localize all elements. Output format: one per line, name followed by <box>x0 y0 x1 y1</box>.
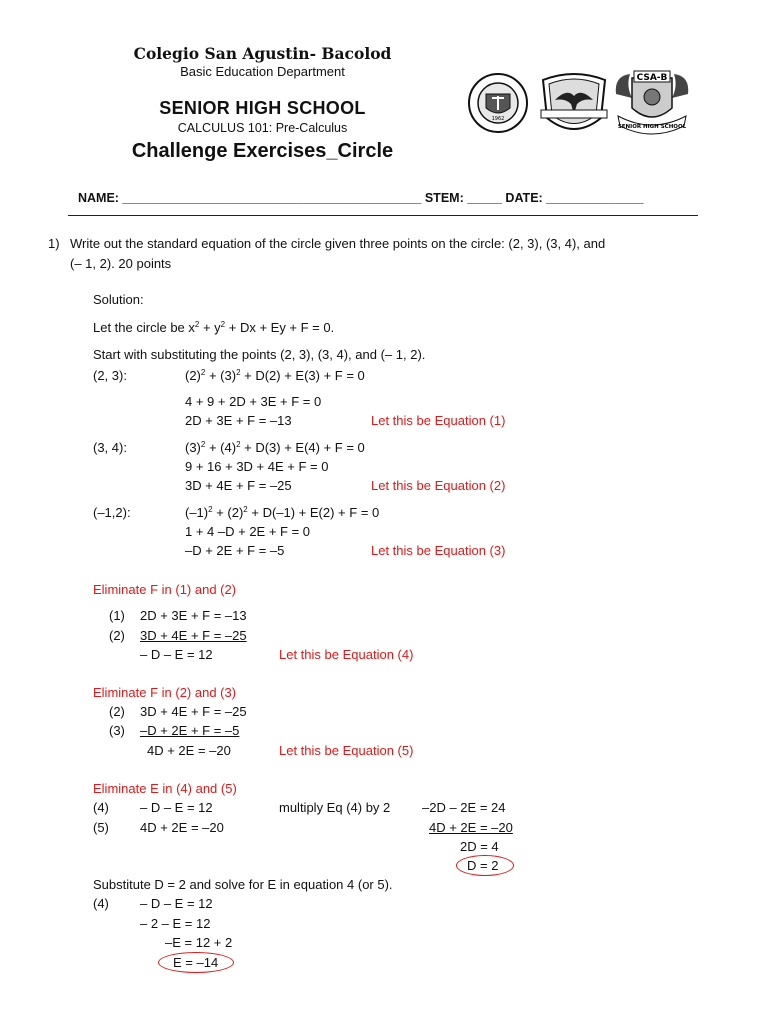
answer-e: E = –14 <box>173 955 219 970</box>
department-name: Basic Education Department <box>180 64 345 79</box>
equation-2-note: Let this be Equation (2) <box>371 478 506 493</box>
equation-4: – D – E = 12 <box>140 647 213 662</box>
college-seal-logo <box>462 72 534 134</box>
solution-label: Solution: <box>93 292 144 307</box>
course-name: CALCULUS 101: Pre-Calculus <box>177 121 348 135</box>
equation-5: 4D + 2E = –20 <box>147 743 231 758</box>
point-2-expanded: 9 + 16 + 3D + 4E + F = 0 <box>185 459 329 474</box>
elim-e45-line-2: 4D + 2E = –20 <box>140 820 224 835</box>
problem-text-line-2: (– 1, 2). 20 points <box>70 256 172 271</box>
elim-f23-line-1: 3D + 4E + F = –25 <box>140 704 247 719</box>
point-1-substitution: $(2)^2 + (3)^2 + D(2) + E(3) + F = 0$ <box>185 368 365 383</box>
elim-f12-line-2-number: (2) <box>109 628 125 643</box>
subst-step-2: – 2 – E = 12 <box>140 916 211 931</box>
point-3-label: (–1,2): <box>93 505 131 520</box>
elim-e45-line-2-number: (5) <box>93 820 109 835</box>
substitute-instruction: Substitute D = 2 and solve for E in equation 4 (or 5). <box>93 877 393 892</box>
elim-e45-line-1-number: (4) <box>93 800 109 815</box>
csab-shs-logo <box>612 68 692 140</box>
svg-text:SENIOR HIGH SCHOOL: SENIOR HIGH SCHOOL <box>617 124 687 130</box>
equation-3: –D + 2E + F = –5 <box>185 543 285 558</box>
school-name: Colegio San Agustin- Bacolod <box>133 44 392 63</box>
point-2-substitution: $(3)^2 + (4)^2 + D(3) + E(4) + F = 0$ <box>185 440 365 455</box>
elim-f12-line-1: 2D + 3E + F = –13 <box>140 608 247 623</box>
point-1-expanded: 4 + 9 + 2D + 3E + F = 0 <box>185 394 322 409</box>
point-3-substitution: $(-1)^2 + (2)^2 + D(-1) + E(2) + F = 0$ <box>185 505 380 520</box>
equation-1-note: Let this be Equation (1) <box>371 413 506 428</box>
elim-e45-line-1: – D – E = 12 <box>140 800 213 815</box>
sum-result: 2D = 4 <box>460 839 499 854</box>
elim-f23-line-2: –D + 2E + F = –5 <box>140 723 240 738</box>
subst-step-1: – D – E = 12 <box>140 896 213 911</box>
equation-4-note: Let this be Equation (4) <box>279 647 414 662</box>
equation-5-note: Let this be Equation (5) <box>279 743 414 758</box>
circle-general-form: Let the circle be $x^2 + y^2 + Dx + Ey + F = 0$. <box>93 320 335 335</box>
multiply-instruction: multiply Eq (4) by 2 <box>279 800 391 815</box>
svg-text:CSA-B: CSA-B <box>636 73 668 83</box>
elim-f12-line-1-number: (1) <box>109 608 125 623</box>
equation-1: 2D + 3E + F = –13 <box>185 413 292 428</box>
equation-2: 3D + 4E + F = –25 <box>185 478 292 493</box>
eliminate-e-45-heading: Eliminate E in (4) and (5) <box>93 781 237 796</box>
elim-f12-line-2: 3D + 4E + F = –25 <box>140 628 247 643</box>
subst-equation-number: (4) <box>93 896 109 911</box>
school-level: SENIOR HIGH SCHOOL <box>159 98 366 118</box>
substitution-intro: Start with substituting the points (2, 3), (3, 4), and (– 1, 2). <box>93 347 426 362</box>
eliminate-f-12-heading: Eliminate F in (1) and (2) <box>93 582 237 597</box>
point-2-label: (3, 4): <box>93 440 127 455</box>
eliminate-f-23-heading: Eliminate F in (2) and (3) <box>93 685 237 700</box>
point-3-expanded: 1 + 4 –D + 2E + F = 0 <box>185 524 311 539</box>
elim-f23-line-2-number: (3) <box>109 723 125 738</box>
problem-number: 1) <box>48 236 60 251</box>
point-1-label: (2, 3): <box>93 368 127 383</box>
multiplied-equation: –2D – 2E = 24 <box>422 800 506 815</box>
subst-step-3: –E = 12 + 2 <box>165 935 233 950</box>
answer-d: D = 2 <box>467 858 499 873</box>
equation-3-note: Let this be Equation (3) <box>371 543 506 558</box>
svg-text:1962: 1962 <box>491 116 505 122</box>
eagle-seal-logo <box>537 70 611 136</box>
name-stem-date-line: NAME: ___________________________________________ STEM: _____ DATE: ______________ <box>78 191 644 205</box>
page-title: Challenge Exercises_Circle <box>131 140 394 162</box>
equation-5-copy: 4D + 2E = –20 <box>429 820 513 835</box>
elim-f23-line-1-number: (2) <box>109 704 125 719</box>
header-divider <box>68 215 698 216</box>
problem-text-line-1: Write out the standard equation of the circle given three points on the circle: (2, 3), (3, 4), and <box>70 236 606 251</box>
